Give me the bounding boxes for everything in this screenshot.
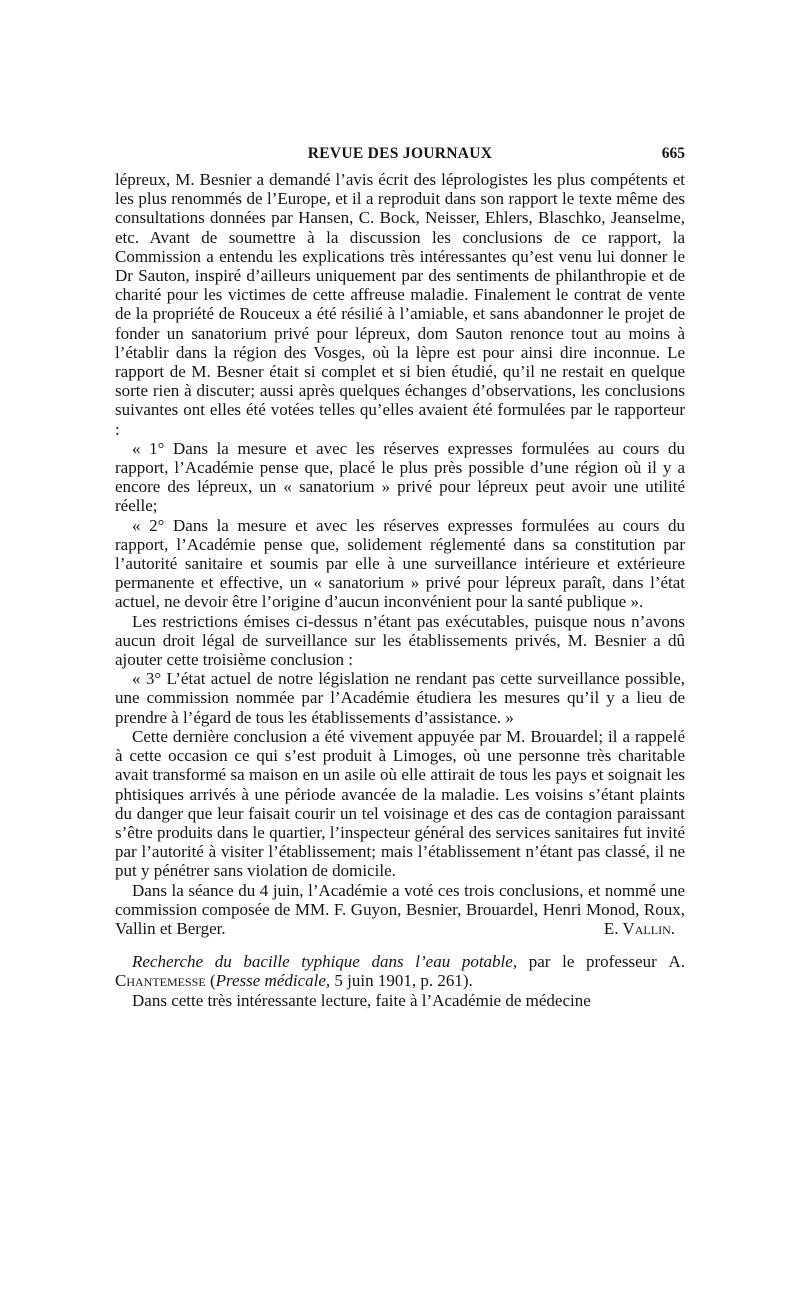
review-author: A. Chantemesse [115,952,686,991]
review-entry [115,952,685,1010]
paragraph-restrictions: Les restrictions émises ci-dessus n’étant pas exécutables, puisque nous n’avons aucun droit légal de surveillance sur les établissements privés, M. Besnier a dû ajouter cette troisième conclusion : [115,611,685,670]
paragraph-conclusion-3: « 3° L’état actuel de notre législation ne rendant pas cette surveillance possible, une commission nommée par l’Académie étudiera les mesures qu’il y a lieu de prendre à l’égard de tous les établissements d’assistance. » [115,669,685,727]
paragraph-conclusion-1: « 1° Dans la mesure et avec les réserves expresses formulées au cours du rapport, l’Académie pense que, placé le plus près possible d’une région où il y a encore des lépreux, un « sanatorium » privé pour lépreux peut avoir une utilité réelle; [115,438,685,516]
page-number: 665 [661,145,685,162]
document-page [115,144,685,1010]
review-by: par le professeur [528,952,657,972]
paragraph-limoges: Cette dernière conclusion a été vivement appuyée par M. Brouardel; il a rappelé à cette occasion ce qui s’est produit à Limoges, où une personne très charitable avait transformé sa maison en un asile où elle attirait de tous les pays et soignait les phtisiques arrivés à une période avancée de la maladie. Les voisins s’étant plaints du danger que leur faisait courir un tel voisinage et des cas de contagion paraissant s’être produits dans le quartier, l’inspecteur général des services sanitaires fut invité par l’autorité à visiter l’établissement; mais l’établissement n’étant pas classé, il ne put y pénétrer sans violation de domicile. [115,726,685,881]
paragraph-commission-report: lépreux, M. Besnier a demandé l’avis écrit des léprologistes les plus compétents et les plus renommés de l’Europe, et il a reproduit dans son rapport le texte même des consultations données par Hansen, C. Bock, Neisser, Ehlers, Blaschko, Jeanselme, etc. Avant de soumettre à la discussion les conclusions de ce rapport, la Commission a entendu les explications très intéressantes qu’est venu lui donner le Dr Sauton, inspiré d’ailleurs uniquement par des sentiments de philanthropie et de charité pour les victimes de cette affreuse maladie. Finalement le contrat de vente de la propriété de Rouceux a été résilié à l’amiable, et sans abandonner le projet de fonder un sanatorium privé pour lépreux, dom Sauton renonce tout au moins à l’établir dans la région des Vosges, où la lèpre est pour ainsi dire inconnue. Le rapport de M. Besner était si complet et si bien étudié, qu’il ne restait en quelque sorte rien à discuter; aussi après quelques échanges d’observations, les conclusions suivantes ont elles été votées telles qu’elles avaient été formulées par le rapporteur : [115,170,685,439]
review-citation [115,952,685,990]
journal-section-title: REVUE DES JOURNAUX [307,145,493,162]
paragraph-closing [115,881,685,939]
review-open-paren: ( [209,971,216,991]
running-header [115,144,685,166]
review-title: Recherche du bacille typhique dans l’eau potable, [132,952,518,972]
review-body: Dans cette très intéressante lecture, faite à l’Académie de médecine [132,990,591,1010]
closing-text: Dans la séance du 4 juin, l’Académie a voté ces trois conclusions, et nommé une commission composée de MM. F. Guyon, Besnier, Brouardel, Henri Monod, Roux, Vallin et Berger. [115,880,685,938]
review-source: Presse médicale, [215,971,331,991]
paragraph-conclusion-2: « 2° Dans la mesure et avec les réserves expresses formulées au cours du rapport, l’Académie pense que, solidement réglementé dans sa constitution par l’autorité sanitaire et soumis par elle à une surveillance intérieure et extérieure permanente et effective, un « sanatorium » privé pour lépreux paraît, dans l’état actuel, ne devoir être l’origine d’aucun inconvénient pour la santé publique ». [115,515,685,612]
author-signature: E. Vallin. [603,918,675,938]
review-date: 5 juin 1901, p. 261). [334,971,473,991]
